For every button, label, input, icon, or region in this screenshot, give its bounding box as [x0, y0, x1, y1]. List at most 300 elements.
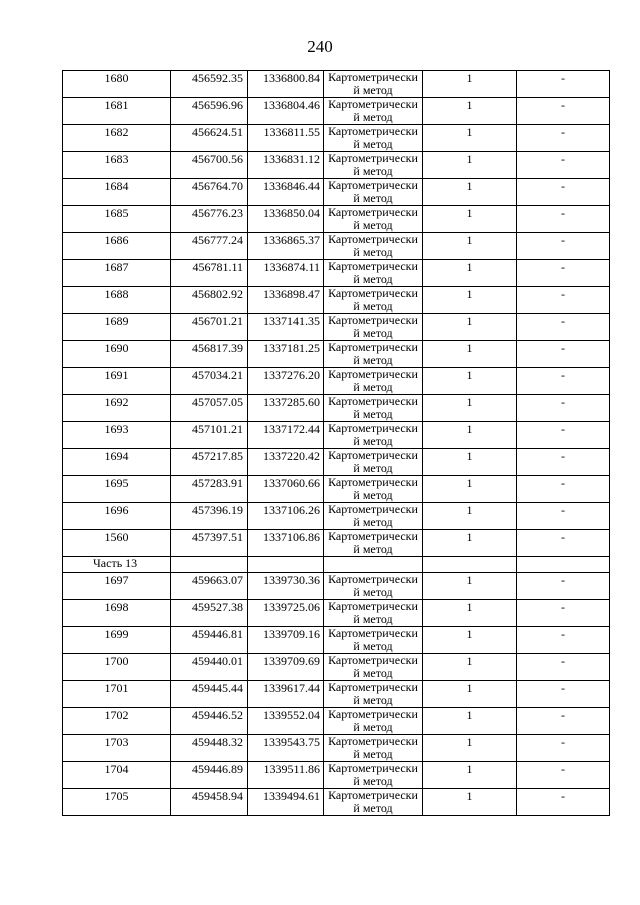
y-coordinate-cell — [248, 422, 324, 449]
method-text: Картометрически й метод — [328, 734, 418, 761]
x-coordinate-text: 456802.92 — [192, 287, 243, 301]
method-cell — [324, 654, 423, 681]
table-row — [63, 368, 610, 395]
note-cell — [517, 395, 610, 422]
y-coordinate-text: 1337276.20 — [263, 368, 320, 382]
y-coordinate-cell — [248, 735, 324, 762]
x-coordinate-cell — [171, 476, 248, 503]
x-coordinate-cell — [171, 422, 248, 449]
empty-cell — [517, 557, 610, 573]
point-number-cell — [63, 395, 171, 422]
x-coordinate-cell — [171, 681, 248, 708]
point-number-cell — [63, 530, 171, 557]
method-text: Картометрически й метод — [328, 529, 418, 556]
note-text: - — [561, 530, 565, 544]
note-cell — [517, 449, 610, 476]
method-cell — [324, 125, 423, 152]
table-row — [63, 708, 610, 735]
note-cell — [517, 233, 610, 260]
accuracy-cell — [423, 395, 517, 422]
accuracy-text: 1 — [466, 422, 473, 436]
note-cell — [517, 179, 610, 206]
y-coordinate-text: 1337285.60 — [263, 395, 320, 409]
y-coordinate-cell — [248, 260, 324, 287]
x-coordinate-text: 456700.56 — [192, 152, 243, 166]
accuracy-cell — [423, 287, 517, 314]
point-number-text: 1684 — [104, 179, 129, 193]
note-cell — [517, 708, 610, 735]
y-coordinate-text: 1339617.44 — [263, 681, 320, 695]
method-cell — [324, 98, 423, 125]
accuracy-text: 1 — [466, 627, 473, 641]
point-number-cell — [63, 422, 171, 449]
x-coordinate-text: 459527.38 — [192, 600, 243, 614]
method-text: Картометрически й метод — [328, 394, 418, 421]
note-cell — [517, 600, 610, 627]
note-cell — [517, 627, 610, 654]
point-number-text: 1702 — [104, 708, 129, 722]
y-coordinate-text: 1337106.26 — [263, 503, 320, 517]
note-text: - — [561, 152, 565, 166]
y-coordinate-cell — [248, 341, 324, 368]
y-coordinate-text: 1337106.86 — [263, 530, 320, 544]
method-cell — [324, 152, 423, 179]
point-number-cell — [63, 260, 171, 287]
point-number-text: 1691 — [104, 368, 129, 382]
accuracy-text: 1 — [466, 179, 473, 193]
note-text: - — [561, 708, 565, 722]
y-coordinate-text: 1336804.46 — [263, 98, 320, 112]
y-coordinate-text: 1337060.66 — [263, 476, 320, 490]
note-cell — [517, 206, 610, 233]
point-number-text: 1683 — [104, 152, 129, 166]
note-text: - — [561, 476, 565, 490]
accuracy-cell — [423, 681, 517, 708]
note-text: - — [561, 681, 565, 695]
x-coordinate-cell — [171, 314, 248, 341]
method-text: Картометрически й метод — [328, 232, 418, 259]
note-text: - — [561, 233, 565, 247]
x-coordinate-cell — [171, 600, 248, 627]
note-text: - — [561, 600, 565, 614]
point-number-cell — [63, 654, 171, 681]
point-number-text: 1705 — [104, 789, 129, 803]
accuracy-text: 1 — [466, 395, 473, 409]
point-number-cell — [63, 708, 171, 735]
method-cell — [324, 708, 423, 735]
accuracy-text: 1 — [466, 762, 473, 776]
x-coordinate-cell — [171, 368, 248, 395]
point-number-text: 1700 — [104, 654, 129, 668]
accuracy-cell — [423, 260, 517, 287]
note-text: - — [561, 449, 565, 463]
method-text: Картометрически й метод — [328, 259, 418, 286]
table-row — [63, 395, 610, 422]
point-number-cell — [63, 476, 171, 503]
method-text: Картометрически й метод — [328, 653, 418, 680]
x-coordinate-text: 456817.39 — [192, 341, 243, 355]
point-number-text: 1695 — [104, 476, 129, 490]
y-coordinate-text: 1336898.47 — [263, 287, 320, 301]
y-coordinate-cell — [248, 287, 324, 314]
y-coordinate-text: 1336831.12 — [263, 152, 320, 166]
table-row — [63, 449, 610, 476]
x-coordinate-cell — [171, 206, 248, 233]
method-text: Картометрически й метод — [328, 788, 418, 815]
accuracy-cell — [423, 735, 517, 762]
accuracy-cell — [423, 530, 517, 557]
y-coordinate-text: 1339730.36 — [263, 573, 320, 587]
method-text: Картометрически й метод — [328, 367, 418, 394]
note-cell — [517, 368, 610, 395]
method-cell — [324, 627, 423, 654]
y-coordinate-text: 1337181.25 — [263, 341, 320, 355]
method-cell — [324, 789, 423, 816]
point-number-text: 1681 — [104, 98, 129, 112]
note-cell — [517, 314, 610, 341]
note-text: - — [561, 179, 565, 193]
y-coordinate-cell — [248, 395, 324, 422]
x-coordinate-text: 457034.21 — [192, 368, 243, 382]
accuracy-cell — [423, 573, 517, 600]
accuracy-cell — [423, 98, 517, 125]
accuracy-cell — [423, 449, 517, 476]
x-coordinate-text: 459446.81 — [192, 627, 243, 641]
accuracy-text: 1 — [466, 287, 473, 301]
y-coordinate-text: 1339511.86 — [263, 762, 320, 776]
x-coordinate-text: 457101.21 — [192, 422, 243, 436]
method-cell — [324, 530, 423, 557]
point-number-cell — [63, 287, 171, 314]
point-number-text: 1694 — [104, 449, 129, 463]
method-cell — [324, 233, 423, 260]
point-number-text: 1682 — [104, 125, 129, 139]
accuracy-cell — [423, 71, 517, 98]
point-number-text: 1688 — [104, 287, 129, 301]
method-text: Картометрически й метод — [328, 626, 418, 653]
accuracy-text: 1 — [466, 530, 473, 544]
x-coordinate-text: 459458.94 — [192, 789, 243, 803]
y-coordinate-cell — [248, 681, 324, 708]
y-coordinate-cell — [248, 708, 324, 735]
x-coordinate-text: 456777.24 — [192, 233, 243, 247]
method-cell — [324, 503, 423, 530]
point-number-text: 1685 — [104, 206, 129, 220]
accuracy-text: 1 — [466, 152, 473, 166]
table-row — [63, 260, 610, 287]
table-row — [63, 735, 610, 762]
table-row — [63, 152, 610, 179]
x-coordinate-cell — [171, 449, 248, 476]
point-number-text: 1698 — [104, 600, 129, 614]
method-cell — [324, 735, 423, 762]
x-coordinate-cell — [171, 573, 248, 600]
y-coordinate-text: 1339709.16 — [263, 627, 320, 641]
point-number-cell — [63, 449, 171, 476]
accuracy-cell — [423, 152, 517, 179]
note-cell — [517, 71, 610, 98]
y-coordinate-cell — [248, 654, 324, 681]
table-row — [63, 341, 610, 368]
point-number-text: 1693 — [104, 422, 129, 436]
y-coordinate-cell — [248, 762, 324, 789]
coordinates-table-body — [63, 71, 610, 816]
point-number-text: 1692 — [104, 395, 129, 409]
point-number-cell — [63, 735, 171, 762]
y-coordinate-text: 1337141.35 — [263, 314, 320, 328]
accuracy-cell — [423, 125, 517, 152]
x-coordinate-cell — [171, 530, 248, 557]
coordinates-table — [62, 70, 610, 816]
note-cell — [517, 260, 610, 287]
note-cell — [517, 530, 610, 557]
note-cell — [517, 762, 610, 789]
point-number-text: 1701 — [104, 681, 129, 695]
x-coordinate-text: 457397.51 — [192, 530, 243, 544]
table-row — [63, 627, 610, 654]
x-coordinate-cell — [171, 152, 248, 179]
x-coordinate-cell — [171, 71, 248, 98]
accuracy-text: 1 — [466, 314, 473, 328]
y-coordinate-text: 1339552.04 — [263, 708, 320, 722]
accuracy-text: 1 — [466, 98, 473, 112]
y-coordinate-cell — [248, 71, 324, 98]
y-coordinate-cell — [248, 449, 324, 476]
note-text: - — [561, 735, 565, 749]
y-coordinate-text: 1339494.61 — [263, 789, 320, 803]
x-coordinate-text: 459663.07 — [192, 573, 243, 587]
y-coordinate-text: 1336850.04 — [263, 206, 320, 220]
point-number-text: 1689 — [104, 314, 129, 328]
table-row — [63, 71, 610, 98]
note-cell — [517, 422, 610, 449]
x-coordinate-cell — [171, 341, 248, 368]
note-text: - — [561, 762, 565, 776]
x-coordinate-text: 457396.19 — [192, 503, 243, 517]
method-cell — [324, 600, 423, 627]
table-row — [63, 789, 610, 816]
y-coordinate-cell — [248, 206, 324, 233]
x-coordinate-cell — [171, 287, 248, 314]
note-text: - — [561, 98, 565, 112]
accuracy-text: 1 — [466, 71, 473, 85]
method-cell — [324, 681, 423, 708]
accuracy-text: 1 — [466, 125, 473, 139]
note-text: - — [561, 422, 565, 436]
accuracy-cell — [423, 503, 517, 530]
method-text: Картометрически й метод — [328, 448, 418, 475]
part-label: Часть 13 — [63, 557, 171, 573]
y-coordinate-cell — [248, 233, 324, 260]
y-coordinate-cell — [248, 573, 324, 600]
point-number-cell — [63, 368, 171, 395]
part-header-row — [63, 557, 610, 573]
method-text: Картометрически й метод — [328, 313, 418, 340]
x-coordinate-cell — [171, 98, 248, 125]
point-number-text: 1697 — [104, 573, 129, 587]
page-number: 240 — [307, 37, 333, 56]
method-cell — [324, 179, 423, 206]
y-coordinate-text: 1336811.55 — [263, 125, 320, 139]
table-row — [63, 98, 610, 125]
x-coordinate-text: 456596.96 — [192, 98, 243, 112]
point-number-cell — [63, 573, 171, 600]
point-number-cell — [63, 681, 171, 708]
x-coordinate-text: 459448.32 — [192, 735, 243, 749]
note-text: - — [561, 503, 565, 517]
note-text: - — [561, 314, 565, 328]
y-coordinate-text: 1336846.44 — [263, 179, 320, 193]
x-coordinate-text: 459446.52 — [192, 708, 243, 722]
table-row — [63, 287, 610, 314]
method-text: Картометрически й метод — [328, 205, 418, 232]
point-number-cell — [63, 789, 171, 816]
note-text: - — [561, 627, 565, 641]
y-coordinate-cell — [248, 125, 324, 152]
point-number-cell — [63, 341, 171, 368]
x-coordinate-cell — [171, 233, 248, 260]
x-coordinate-text: 459440.01 — [192, 654, 243, 668]
x-coordinate-text: 456624.51 — [192, 125, 243, 139]
x-coordinate-text: 456592.35 — [192, 71, 243, 85]
table-row — [63, 573, 610, 600]
accuracy-cell — [423, 789, 517, 816]
x-coordinate-cell — [171, 395, 248, 422]
note-text: - — [561, 125, 565, 139]
method-cell — [324, 395, 423, 422]
accuracy-text: 1 — [466, 735, 473, 749]
point-number-text: 1560 — [104, 530, 129, 544]
empty-cell — [324, 557, 423, 573]
method-cell — [324, 422, 423, 449]
table-row — [63, 600, 610, 627]
accuracy-cell — [423, 314, 517, 341]
method-text: Картометрически й метод — [328, 680, 418, 707]
table-row — [63, 422, 610, 449]
accuracy-text: 1 — [466, 341, 473, 355]
note-text: - — [561, 573, 565, 587]
empty-cell — [171, 557, 248, 573]
y-coordinate-cell — [248, 627, 324, 654]
y-coordinate-cell — [248, 476, 324, 503]
method-text: Картометрически й метод — [328, 97, 418, 124]
point-number-cell — [63, 314, 171, 341]
y-coordinate-text: 1336874.11 — [263, 260, 320, 274]
x-coordinate-text: 456781.11 — [192, 260, 243, 274]
y-coordinate-cell — [248, 789, 324, 816]
empty-cell — [248, 557, 324, 573]
note-text: - — [561, 789, 565, 803]
note-text: - — [561, 341, 565, 355]
accuracy-cell — [423, 179, 517, 206]
point-number-cell — [63, 206, 171, 233]
accuracy-text: 1 — [466, 206, 473, 220]
accuracy-text: 1 — [466, 476, 473, 490]
method-cell — [324, 762, 423, 789]
method-text: Картометрически й метод — [328, 475, 418, 502]
point-number-text: 1704 — [104, 762, 129, 776]
table-row — [63, 476, 610, 503]
point-number-text: 1690 — [104, 341, 129, 355]
point-number-cell — [63, 762, 171, 789]
accuracy-text: 1 — [466, 789, 473, 803]
method-cell — [324, 314, 423, 341]
y-coordinate-cell — [248, 179, 324, 206]
y-coordinate-cell — [248, 98, 324, 125]
method-text: Картометрически й метод — [328, 151, 418, 178]
note-cell — [517, 152, 610, 179]
accuracy-text: 1 — [466, 654, 473, 668]
note-text: - — [561, 206, 565, 220]
method-cell — [324, 449, 423, 476]
accuracy-cell — [423, 627, 517, 654]
point-number-text: 1687 — [104, 260, 129, 274]
x-coordinate-text: 459446.89 — [192, 762, 243, 776]
method-cell — [324, 368, 423, 395]
method-text: Картометрически й метод — [328, 286, 418, 313]
x-coordinate-text: 459445.44 — [192, 681, 243, 695]
y-coordinate-cell — [248, 503, 324, 530]
method-text: Картометрически й метод — [328, 502, 418, 529]
method-cell — [324, 476, 423, 503]
note-cell — [517, 98, 610, 125]
table-row — [63, 503, 610, 530]
accuracy-cell — [423, 708, 517, 735]
x-coordinate-text: 456764.70 — [192, 179, 243, 193]
table-row — [63, 762, 610, 789]
x-coordinate-cell — [171, 654, 248, 681]
x-coordinate-cell — [171, 503, 248, 530]
accuracy-cell — [423, 368, 517, 395]
table-row — [63, 206, 610, 233]
method-text: Картометрически й метод — [328, 761, 418, 788]
method-cell — [324, 260, 423, 287]
note-cell — [517, 654, 610, 681]
accuracy-cell — [423, 762, 517, 789]
note-cell — [517, 789, 610, 816]
point-number-text: 1680 — [104, 71, 129, 85]
y-coordinate-cell — [248, 600, 324, 627]
y-coordinate-text: 1336800.84 — [263, 71, 320, 85]
x-coordinate-cell — [171, 627, 248, 654]
y-coordinate-cell — [248, 152, 324, 179]
y-coordinate-text: 1336865.37 — [263, 233, 320, 247]
y-coordinate-cell — [248, 314, 324, 341]
y-coordinate-text: 1337220.42 — [263, 449, 320, 463]
x-coordinate-cell — [171, 179, 248, 206]
table-row — [63, 530, 610, 557]
y-coordinate-text: 1339725.06 — [263, 600, 320, 614]
table-row — [63, 233, 610, 260]
x-coordinate-cell — [171, 708, 248, 735]
x-coordinate-text: 457217.85 — [192, 449, 243, 463]
note-text: - — [561, 71, 565, 85]
accuracy-text: 1 — [466, 708, 473, 722]
y-coordinate-text: 1339543.75 — [263, 735, 320, 749]
method-cell — [324, 573, 423, 600]
y-coordinate-text: 1337172.44 — [263, 422, 320, 436]
y-coordinate-text: 1339709.69 — [263, 654, 320, 668]
accuracy-text: 1 — [466, 449, 473, 463]
table-row — [63, 125, 610, 152]
x-coordinate-cell — [171, 125, 248, 152]
note-text: - — [561, 368, 565, 382]
point-number-cell — [63, 71, 171, 98]
method-text: Картометрически й метод — [328, 178, 418, 205]
point-number-cell — [63, 98, 171, 125]
method-text: Картометрически й метод — [328, 599, 418, 626]
accuracy-cell — [423, 206, 517, 233]
